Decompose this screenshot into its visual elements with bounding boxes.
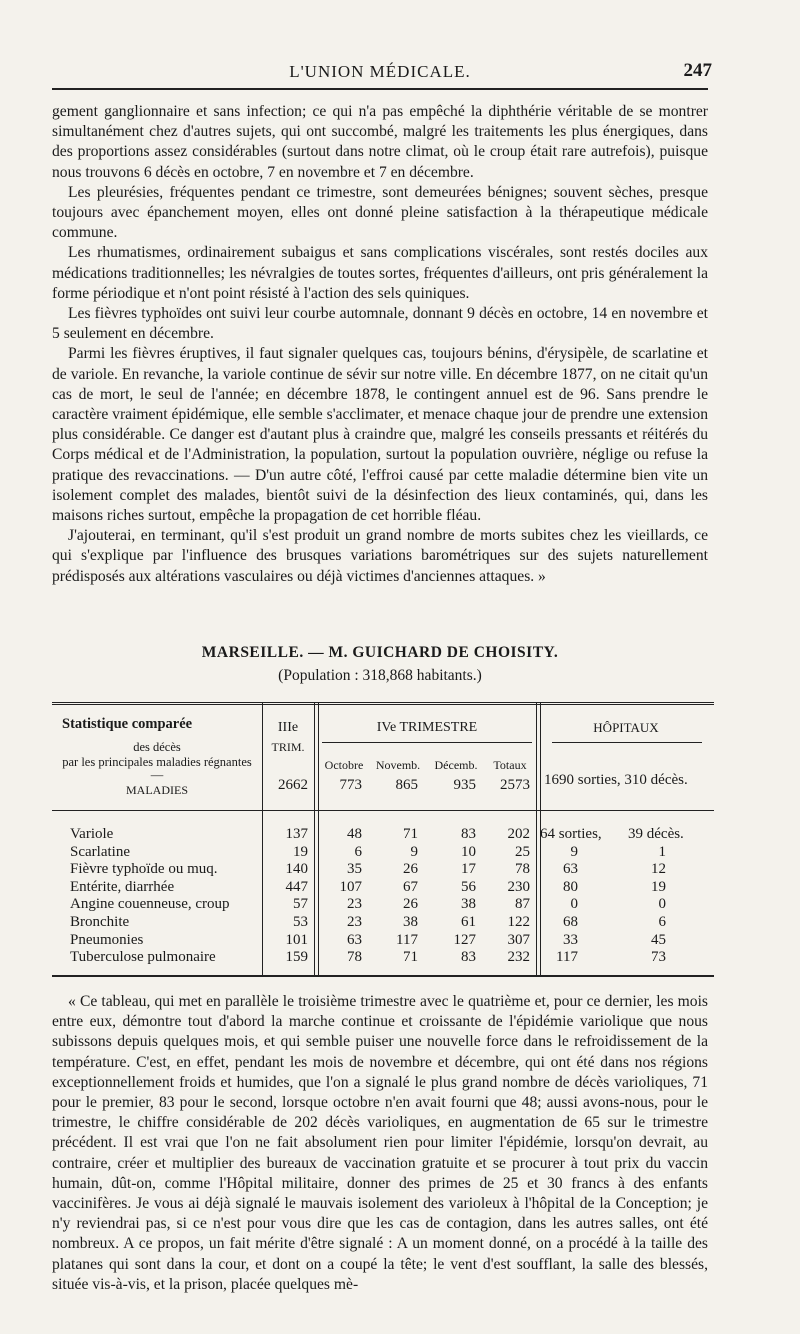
paragraph: Les pleurésies, fréquentes pendant ce trimestre, sont demeurées bénignes; souvent sèches, presque toujours avec épanchement moyen, elles ont donné pleine satisfaction à la thérapeutique médicale commune.	[52, 183, 708, 242]
section-title: MARSEILLE. — M. GUICHARD DE CHOISITY.	[201, 644, 559, 661]
row-name: Fièvre typhoïde ou muq.	[70, 861, 218, 878]
cell-nov: 67	[403, 878, 418, 895]
cell-oct: 6	[354, 843, 362, 860]
total-nov: 865	[395, 777, 418, 793]
cell-iii: 57	[293, 896, 308, 913]
body-text-bottom	[52, 992, 708, 1295]
col-iv-brace	[322, 742, 532, 743]
col-novembre-header: Novemb.	[375, 758, 421, 772]
paragraph: Les rhumatismes, ordinairement subaigus et sans complications viscérales, sont restés dociles aux médications traditionnelles; les névralgies de toutes sortes, fréquentes d'ailleurs, ont pris généralement la forme périodique et n'ont point résisté à l'action des sels quiniques.	[52, 244, 708, 302]
row-name: Bronchite	[70, 914, 130, 930]
col-iv-header: IVe TRIMESTRE	[376, 720, 478, 735]
body-text-top	[52, 102, 708, 587]
cell-oct: 107	[339, 878, 362, 895]
cell-hop-sorties: 68	[563, 914, 578, 930]
row-name: Pneumonies	[70, 931, 144, 948]
cell-nov: 117	[396, 931, 418, 948]
table-header-rule	[52, 810, 714, 811]
cell-oct: 78	[347, 949, 362, 966]
cell-iii: 447	[285, 878, 308, 895]
col-octobre-header: Octobre	[324, 758, 364, 772]
total-hopitaux: 1690 sorties, 310 décès.	[544, 772, 688, 788]
table-top-rule	[52, 702, 714, 705]
maladies-header: MALADIES	[126, 783, 188, 797]
cell-iii: 159	[285, 949, 308, 966]
cell-tot: 87	[515, 896, 530, 913]
table-divider	[314, 702, 315, 975]
cell-hop-sorties: 80	[563, 878, 578, 895]
cell-tot: 202	[507, 826, 530, 842]
row-name: Tuberculose pulmonaire	[70, 949, 216, 966]
cell-hop-sorties: 64 sorties,	[540, 826, 602, 842]
cell-dec: 83	[461, 826, 476, 842]
paragraph: Les fièvres typhoïdes ont suivi leur courbe automnale, donnant 9 décès en octobre, 14 en novembre et 5 seulement en décembre.	[52, 305, 708, 343]
total-iii: 2662	[278, 777, 308, 793]
table-divider	[536, 702, 537, 975]
total-tot: 2573	[500, 777, 530, 793]
cell-dec: 38	[461, 896, 476, 913]
cell-hop-deces: 0	[658, 896, 666, 913]
paragraph: J'ajouterai, en terminant, qu'il s'est produit un grand nombre de morts subites chez les vieillards, ce qui s'explique par l'influence des brusques variations barométriques sur des sujets naturellement prédisposés aux altérations vasculaires ou déjà victimes d'anciennes attaques. »	[52, 527, 708, 585]
col-hopitaux-brace	[552, 742, 702, 743]
paragraph: gement ganglionnaire et sans infection; ce qui n'a pas empêché la diphthérie véritable de se montrer simultanément chez d'autres sujets, qui ont succombé, malgré les traitements les plus énergiques, dans des proportions assez considérables (surtout dans notre climat, où le croup était rare autrefois), puisque nous trouvons 6 décès en octobre, 7 en novembre et 7 en décembre.	[52, 103, 708, 181]
cell-hop-deces: 12	[651, 861, 666, 878]
cell-tot: 122	[507, 914, 530, 930]
row-name: Entérite, diarrhée	[70, 878, 175, 895]
table-title: Statistique comparée	[62, 716, 193, 732]
cell-tot: 307	[507, 931, 530, 948]
cell-hop-deces: 6	[658, 914, 666, 930]
cell-hop-sorties: 0	[570, 896, 578, 913]
cell-nov: 71	[403, 826, 418, 842]
cell-oct: 23	[347, 896, 362, 913]
cell-nov: 38	[403, 914, 418, 930]
cell-iii: 140	[285, 861, 308, 878]
cell-hop-deces: 1	[658, 843, 666, 860]
table-bottom-rule	[52, 975, 714, 977]
col-iii-header: IIIe	[277, 720, 299, 735]
cell-hop-deces: 45	[651, 931, 666, 948]
cell-tot: 232	[507, 949, 530, 966]
cell-dec: 127	[453, 931, 476, 948]
total-oct: 773	[339, 777, 362, 793]
row-name: Angine couenneuse, croup	[70, 896, 230, 913]
total-dec: 935	[453, 777, 476, 793]
paragraph: Parmi les fièvres éruptives, il faut signaler quelques cas, toujours bénins, d'érysipèle, de scarlatine et de variole. En revanche, la variole continue de sévir sur notre ville. En décembre 1877, on ne citait qu'un cas de mort, le seul de l'année; en décembre 1878, le contingent annuel est de 96. Sans prendre le caractère vraiment épidémique, elle semble s'acclimater, et menace chaque jour de prendre une extension plus considérable. Ce danger est d'autant plus à craindre que, malgré les conseils pressants et réitérés du Corps médical et de l'Administration, la population, surtout la population ouvrière, néglige ou refuse la pratique des revaccinations. — D'un autre côté, l'effroi causé par cette maladie détermine bien vite un isolement complet des malades, bientôt suivi de la désinfection des lieux contaminés, qui, dans les maisons riches surtout, empêche la propagation de cet horrible fléau.	[52, 345, 708, 525]
cell-hop-deces: 73	[651, 949, 666, 966]
cell-tot: 78	[515, 861, 530, 878]
cell-hop-sorties: 9	[570, 843, 578, 860]
cell-iii: 53	[293, 914, 308, 930]
cell-hop-deces: 39 décès.	[628, 826, 684, 842]
col-hopitaux-header: HÔPITAUX	[593, 720, 659, 735]
cell-nov: 71	[403, 949, 418, 966]
cell-oct: 23	[347, 914, 362, 930]
row-name: Scarlatine	[70, 843, 130, 860]
cell-dec: 56	[461, 878, 476, 895]
col-totaux-header: Totaux	[493, 758, 527, 772]
cell-nov: 26	[403, 896, 418, 913]
row-name: Variole	[70, 826, 114, 842]
section-population: (Population : 318,868 habitants.)	[278, 667, 482, 684]
cell-hop-deces: 19	[651, 878, 666, 895]
cell-dec: 10	[461, 843, 476, 860]
table-subtitle: par les principales maladies régnantes	[62, 755, 252, 769]
table-subtitle: des décès	[133, 740, 181, 754]
cell-iii: 137	[285, 826, 308, 842]
cell-nov: 26	[403, 861, 418, 878]
page-number: 247	[683, 60, 712, 81]
journal-title: L'UNION MÉDICALE.	[289, 62, 471, 81]
cell-hop-sorties: 63	[563, 861, 578, 878]
cell-oct: 63	[347, 931, 362, 948]
paragraph: « Ce tableau, qui met en parallèle le troisième trimestre avec le quatrième et, pour ce dernier, les mois entre eux, démontre tout d'abord la marche continue et croissante de l'épidémie variolique que nous subissons depuis quelques mois, et qui semble puiser une nouvelle force dans le refroidissement de la température. C'est, en effet, pendant les mois de novembre et décembre, qui ont été dans nos régions exceptionnellement froids et humides, que l'on a signalé le plus grand nombre de décès varioliques, 71 pour le premier, 83 pour le second, lorsque octobre n'en avait fourni que 48; aussi avons-nous, pour le trimestre, le chiffre considérable de 202 décès varioliques, en augmentation de 65 sur le trimestre précédent. Il est vrai que l'on ne fait absolument rien pour limiter l'épidémie, lorsqu'on devrait, au contraire, créer et multiplier des bureaux de vaccination gratuite et se procurer à tout prix du vaccin humain, dût-on, comme l'Hôpital militaire, donner des primes de 25 et 30 francs à des enfants vaccinifères. Je vous ai déjà signalé le mauvais isolement des varioleux à l'hôpital de la Conception; je n'y reviendrai pas, si ce n'est pour vous dire que les cas de contagion, dans les autres salles, ont été nombreux. A ce propos, un fait mérite d'être signalé : A un moment donné, on a procédé à la taille des platanes qui sont dans la cour, et dont on a coupé la tête; le vent d'est soufflant, la salle des blessés, située vis-à-vis, et la prison, placée quelques mè-	[52, 993, 708, 1293]
cell-dec: 61	[461, 914, 476, 930]
cell-nov: 9	[410, 843, 418, 860]
cell-iii: 101	[285, 931, 308, 948]
table-dash: —	[150, 768, 164, 782]
cell-oct: 35	[347, 861, 362, 878]
cell-tot: 230	[507, 878, 530, 895]
cell-dec: 83	[461, 949, 476, 966]
cell-iii: 19	[293, 843, 308, 860]
cell-hop-sorties: 117	[556, 949, 578, 966]
col-iii-subheader: TRIM.	[271, 740, 305, 754]
col-decembre-header: Décemb.	[434, 758, 478, 772]
cell-dec: 17	[461, 861, 476, 878]
cell-hop-sorties: 33	[563, 931, 578, 948]
running-header	[52, 58, 712, 90]
cell-oct: 48	[347, 826, 362, 842]
cell-tot: 25	[515, 843, 530, 860]
section-heading	[52, 641, 708, 687]
